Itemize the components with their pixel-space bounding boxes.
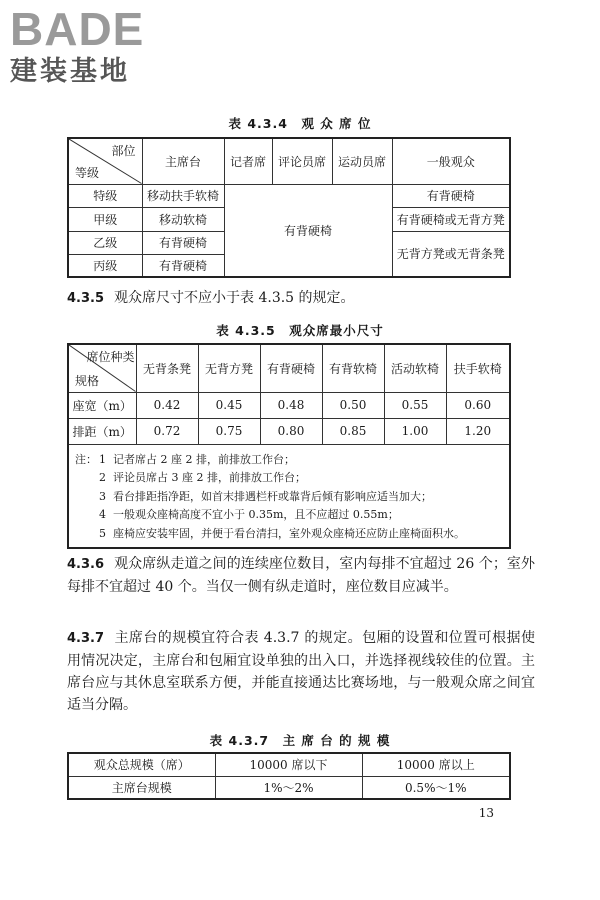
level-cell: 特级	[68, 184, 142, 207]
note-item	[69, 506, 509, 525]
merged-middle-cell: 有背硬椅	[224, 184, 392, 277]
table-435	[67, 343, 511, 549]
table-434-corner	[68, 138, 142, 184]
table-cell: 1%～2%	[215, 776, 362, 799]
note-text: 记者席占 2 座 2 排，前排放工作台；	[113, 452, 295, 466]
header-cell: 无背方凳	[198, 344, 260, 392]
notes-lead: 注：	[75, 452, 97, 466]
header-cell: 有背硬椅	[260, 344, 322, 392]
logo-wordmark: BADE	[10, 3, 145, 55]
table-437	[67, 752, 511, 800]
table-cell: 10000 席以下	[215, 753, 362, 776]
table-434-caption: 表 4.3.4 观 众 席 位	[228, 116, 372, 131]
header-cell: 扶手软椅	[446, 344, 510, 392]
logo	[10, 3, 180, 88]
main-seat-cell: 有背硬椅	[142, 254, 224, 277]
value-cell: 0.85	[322, 418, 384, 444]
note-text: 座椅应安装牢固，并便于看台清扫，室外观众座椅还应防止座椅面积水。	[113, 526, 465, 540]
table-cell: 0.5%～1%	[362, 776, 510, 799]
general-cell: 有背硬椅	[392, 184, 510, 207]
note-number: 3	[99, 489, 106, 503]
note-number: 2	[99, 471, 106, 484]
value-cell: 0.80	[260, 418, 322, 444]
main-seat-cell: 移动扶手软椅	[142, 184, 224, 207]
value-cell: 0.72	[136, 418, 198, 444]
main-seat-cell: 有背硬椅	[142, 231, 224, 254]
clause-436	[67, 553, 535, 598]
header-cell: 运动员席	[332, 138, 392, 184]
table-cell: 10000 席以上	[362, 753, 510, 776]
general-cell: 无背方凳或无背条凳	[392, 231, 510, 277]
header-cell: 无背条凳	[136, 344, 198, 392]
header-cell: 记者席	[224, 138, 272, 184]
note-item	[69, 488, 509, 507]
corner-bottom-label: 规格	[75, 373, 100, 388]
notes-cell	[68, 444, 510, 548]
value-cell: 1.20	[446, 418, 510, 444]
note-number: 1	[99, 452, 106, 466]
corner-bottom-label: 等级	[75, 165, 100, 180]
corner-top-label: 部位	[111, 144, 136, 158]
table-435-corner	[68, 344, 136, 392]
page-number: 13	[478, 806, 494, 820]
header-cell: 活动软椅	[384, 344, 446, 392]
note-text: 看台排距指净距，如首末排遇栏杆或靠背后倾有影响应适当加大；	[113, 489, 432, 503]
value-cell: 1.00	[384, 418, 446, 444]
level-cell: 丙级	[68, 254, 142, 277]
table-434	[67, 137, 511, 278]
clause-text: 观众席尺寸不应小于表 4.3.5 的规定。	[114, 290, 355, 306]
main-seat-cell: 移动软椅	[142, 207, 224, 231]
value-cell: 0.45	[198, 392, 260, 418]
clause-text: 观众席纵走道之间的连续座位数目，室内每排不宜超过 26 个；室外每排不宜超过 40 个。当仅一侧有纵走道时，座位数目应减半。	[67, 556, 535, 595]
note-item	[69, 525, 509, 544]
table-cell: 主席台规模	[68, 776, 215, 799]
header-cell: 评论员席	[272, 138, 332, 184]
header-cell: 主席台	[142, 138, 224, 184]
clause-number: 4.3.6	[67, 557, 105, 572]
logo-subtitle: 建装基地	[10, 56, 130, 87]
note-text: 评论员席占 3 座 2 排，前排放工作台；	[113, 471, 306, 484]
level-cell: 甲级	[68, 207, 142, 231]
note-text: 一般观众座椅高度不宜小于 0.35m，且不应超过 0.55m；	[113, 508, 399, 521]
row-label: 座宽（m）	[68, 392, 136, 418]
table-cell: 观众总规模（席）	[68, 753, 215, 776]
clause-437	[67, 627, 535, 716]
note-number: 5	[99, 526, 106, 540]
table-435-caption: 表 4.3.5 观众席最小尺寸	[216, 323, 384, 338]
value-cell: 0.50	[322, 392, 384, 418]
clause-number: 4.3.5	[67, 291, 105, 306]
value-cell: 0.75	[198, 418, 260, 444]
header-cell: 有背软椅	[322, 344, 384, 392]
value-cell: 0.42	[136, 392, 198, 418]
value-cell: 0.48	[260, 392, 322, 418]
table-437-caption: 表 4.3.7 主 席 台 的 规 模	[209, 733, 391, 748]
clause-text: 主席台的规模宜符合表 4.3.7 的规定。包厢的设置和位置可根据使用情况决定，主席台和包厢宜设单独的出入口，并选择视线较佳的位置。主席台应与其休息室联系方便，并能直接通达比赛场地，与一般观众席之间宜适当分隔。	[67, 630, 535, 713]
clause-435	[67, 287, 535, 310]
note-number: 4	[99, 508, 106, 521]
level-cell: 乙级	[68, 231, 142, 254]
general-cell: 有背硬椅或无背方凳	[392, 207, 510, 231]
header-cell: 一般观众	[392, 138, 510, 184]
note-item	[69, 469, 509, 488]
corner-top-label: 席位种类	[86, 350, 135, 364]
row-label: 排距（m）	[68, 418, 136, 444]
value-cell: 0.60	[446, 392, 510, 418]
value-cell: 0.55	[384, 392, 446, 418]
clause-number: 4.3.7	[67, 631, 105, 646]
note-item	[69, 451, 509, 470]
